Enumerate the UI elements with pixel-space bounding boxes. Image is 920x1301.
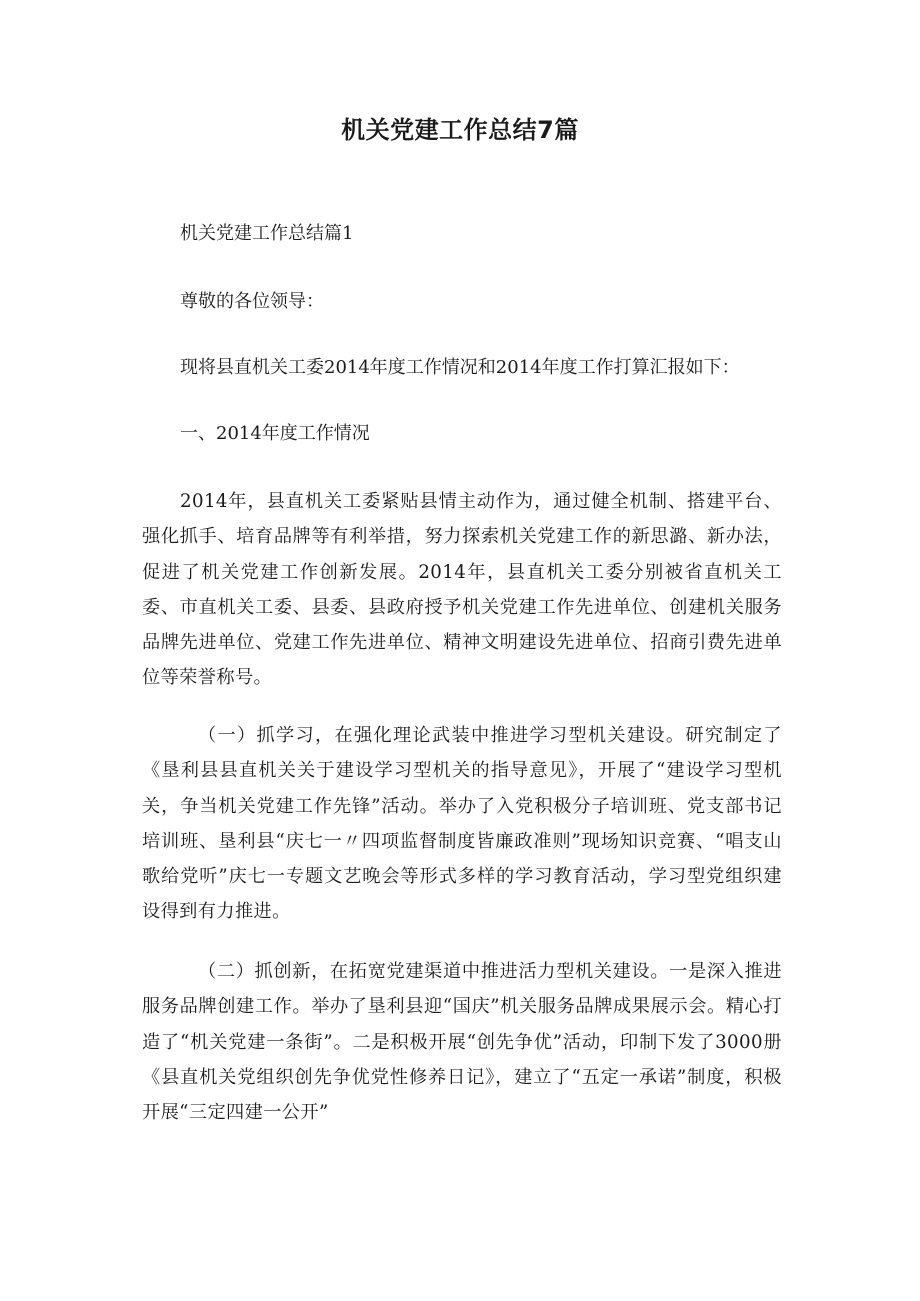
body-paragraph: （二）抓创新，在拓宽党建渠道中推进活力型机关建设。一是深入推进服务品牌创建工作。举办了垦利县迎“国庆”机关服务品牌成果展示会。精心打造了“机关党建一条街”。二是积极开展“创先争优”活动，印制下发了3000册《县直机关党组织创先争优党性修养日记》，建立了“五定一承诺”制度，积极开展“三定四建一公开” (142, 961, 782, 1124)
part-heading: 一、2014年度工作情况 (180, 423, 370, 444)
body-paragraph: （一）抓学习，在强化理论武装中推进学习型机关建设。研究制定了《垦利县县直机关关于建设学习型机关的指导意见》，开展了“建设学习型机关，争当机关党建工作先锋”活动。举办了入党积极分子培训班、党支部书记培训班、垦利县“庆七一〃四项监督制度皆廉政准则”现场知识竞赛、“唱支山歌给党听”庆七一专题文艺晚会等形式多样的学习教育活动，学习型党组织建设得到有力推进。 (142, 725, 782, 923)
body-paragraph: 2014年，县直机关工委紧贴县情主动作为，通过健全机制、搭建平台、强化抓手、培育品牌等有利举措，努力探索机关党建工作的新思潞、新办法，促进了机关党建工作创新发展。2014年，县直机关工委分别被省直机关工委、市直机关工委、县委、县政府授予机关党建工作先进单位、创建机关服务品牌先进单位、党建工作先进单位、精神文明建设先进单位、招商引费先进单位等荣誉称号。 (142, 491, 782, 689)
section-heading: 机关党建工作总结篇1 (180, 223, 354, 244)
intro-paragraph: 现将县直机关工委2014年度工作情况和2014年度工作打算汇报如下： (180, 357, 740, 378)
salutation: 尊敬的各位领导： (180, 291, 324, 312)
document-title: 机关党建工作总结7篇 (341, 116, 579, 144)
